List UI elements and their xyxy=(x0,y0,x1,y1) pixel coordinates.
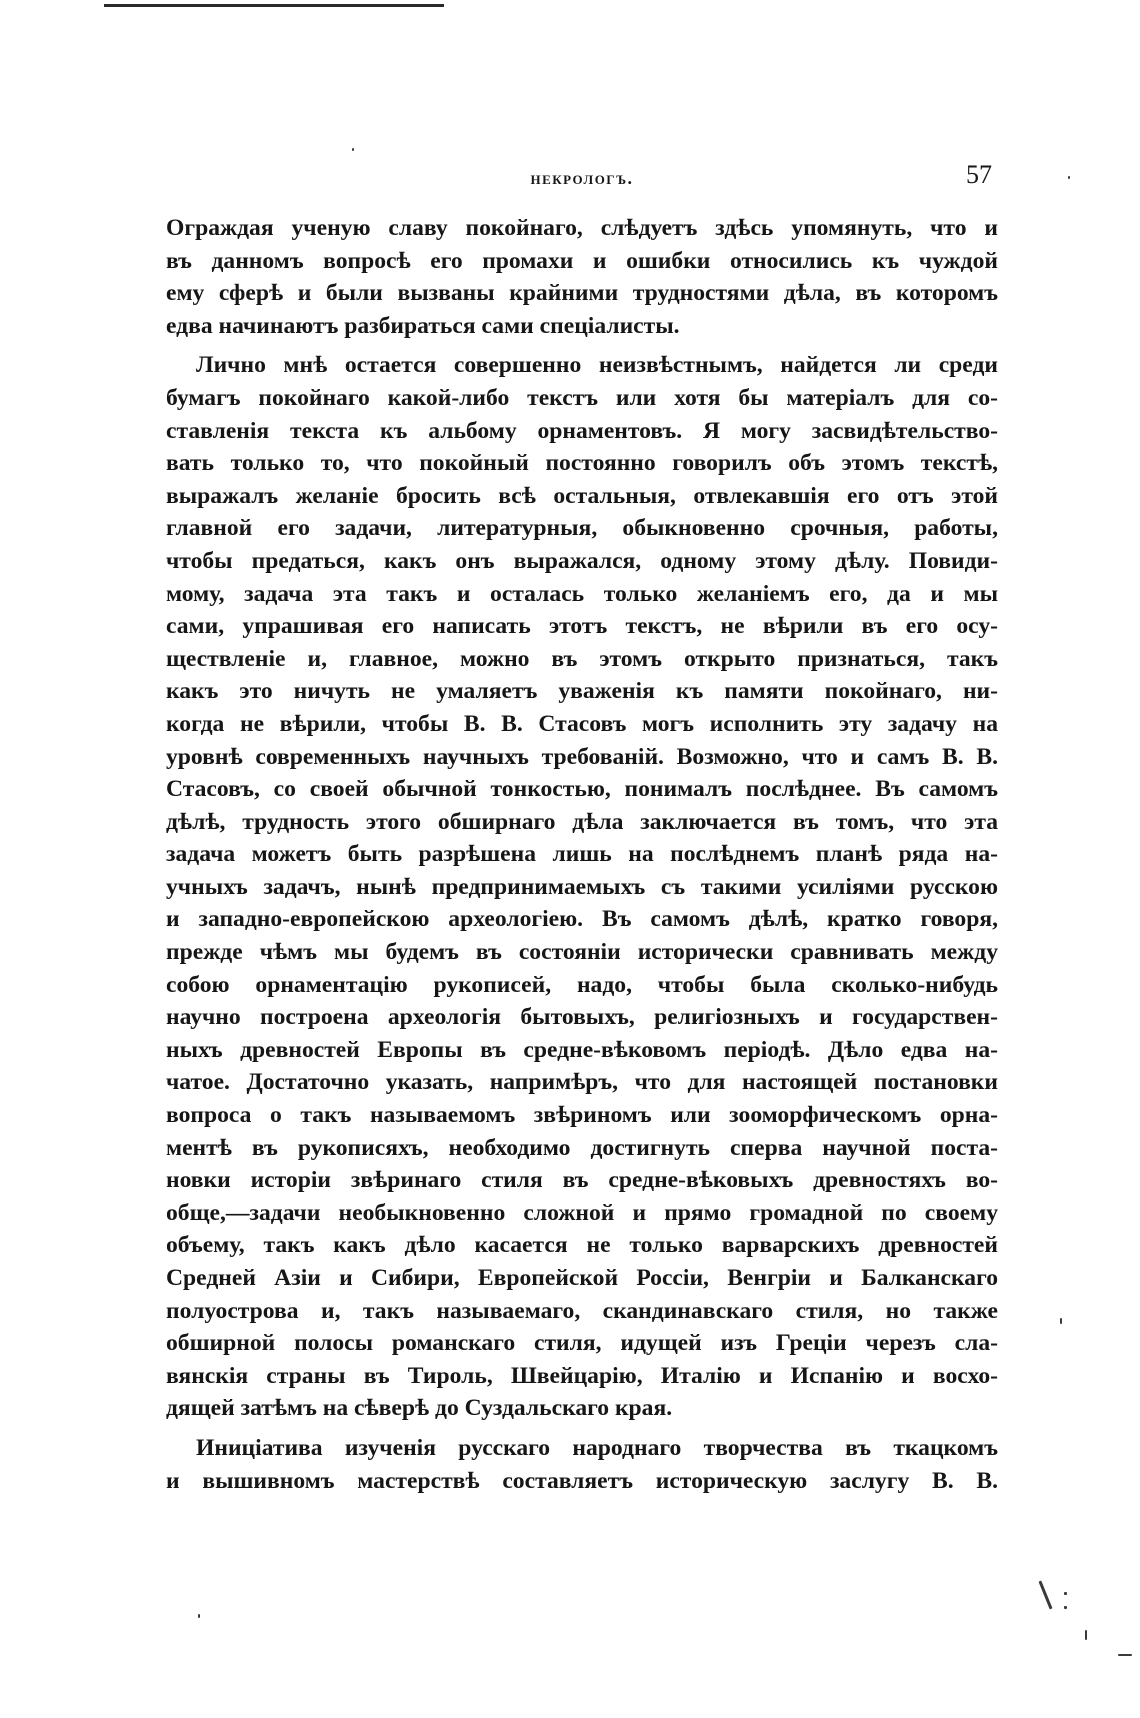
text-line: и западно-европейскою археологіею. Въ самомъ дѣлѣ, кратко говоря, xyxy=(166,906,998,933)
text-line: Лично мнѣ остается совершенно неизвѣстнымъ, найдется ли среди xyxy=(196,352,998,379)
text-line: прежде чѣмъ мы будемъ въ состояніи исторически сравнивать между xyxy=(166,939,998,966)
scan-speck xyxy=(1038,1581,1052,1610)
text-line: дѣлѣ, трудность этого обширнаго дѣла заключается въ томъ, что эта xyxy=(166,808,998,835)
text-line: учныхъ задачъ, нынѣ предпринимаемыхъ съ такими усиліями русскою xyxy=(166,873,998,900)
scan-speck xyxy=(1060,1318,1062,1324)
scan-speck xyxy=(1064,1592,1067,1595)
text-line: объему, такъ какъ дѣло касается не только варварскихъ древностей xyxy=(166,1232,998,1259)
text-line: ему сферѣ и были вызваны крайними трудностями дѣла, въ которомъ xyxy=(166,280,998,307)
text-line: Средней Азіи и Сибири, Европейской Россіи, Венгріи и Балканскаго xyxy=(166,1265,998,1291)
text-line: чтобы предаться, какъ онъ выражался, одному этому дѣлу. Повиди- xyxy=(166,547,998,574)
text-line: Ограждая ученую славу покойнаго, слѣдуетъ здѣсь упомянуть, что и xyxy=(166,215,998,241)
top-rule xyxy=(104,4,444,7)
text-line: какъ это ничуть не умаляетъ уваженія къ памяти покойнаго, ни- xyxy=(166,678,998,705)
page-number: 57 xyxy=(966,160,992,189)
text-line: научно построена археологія бытовыхъ, религіозныхъ и государствен- xyxy=(166,1004,998,1031)
text-line: сами, упрашивая его написать этотъ текстъ, не вѣрили въ его осу- xyxy=(166,613,998,640)
scan-speck xyxy=(1085,1630,1087,1640)
text-line: мому, задача эта такъ и осталась только желаніемъ его, да и мы xyxy=(166,580,998,607)
text-line: задача можетъ быть разрѣшена лишь на послѣднемъ планѣ ряда на- xyxy=(166,841,998,868)
text-line: и вышивномъ мастерствѣ составляетъ историческую заслугу В. В. xyxy=(166,1467,998,1494)
text-line: ставленія текста къ альбому орнаментовъ. Я могу засвидѣтельство- xyxy=(166,417,998,444)
text-line: чатое. Достаточно указать, напримѣръ, что для настоящей постановки xyxy=(166,1069,998,1096)
page-body xyxy=(166,212,998,1504)
text-line: ментѣ въ рукописяхъ, необходимо достигнуть сперва научной поста- xyxy=(166,1134,998,1161)
paragraph-2 xyxy=(166,349,998,1425)
text-line: Стасовъ, со своей обычной тонкостью, понималъ послѣднее. Въ самомъ xyxy=(166,776,998,803)
text-line: дящей затѣмъ на сѣверѣ до Суздальскаго края. xyxy=(166,1395,673,1422)
text-line: выражалъ желаніе бросить всѣ остальныя, отвлекавшія его отъ этой xyxy=(166,482,998,509)
text-line: вянскія страны въ Тироль, Швейцарію, Италію и Испанію и восхо- xyxy=(166,1362,998,1389)
text-line: обширной полосы романскаго стиля, идущей изъ Греціи черезъ сла- xyxy=(166,1330,998,1357)
text-line: уровнѣ современныхъ научныхъ требованій. Возможно, что и самъ В. В. xyxy=(166,743,998,770)
text-line: едва начинаютъ разбираться сами спеціалисты. xyxy=(166,312,680,339)
text-line: когда не вѣрили, чтобы В. В. Стасовъ могъ исполнить эту задачу на xyxy=(166,710,998,737)
paragraph-3 xyxy=(166,1432,998,1497)
text-line: ществленіе и, главное, можно въ этомъ открыто признаться, такъ xyxy=(166,645,998,672)
paragraph-1 xyxy=(166,212,998,342)
scan-speck xyxy=(352,148,354,151)
text-line: обще,—задачи необыкновенно сложной и прямо громадной по своему xyxy=(166,1199,998,1226)
scan-speck xyxy=(1064,1606,1067,1609)
text-line: Иниціатива изученія русскаго народнаго творчества въ ткацкомъ xyxy=(196,1434,998,1461)
scan-speck xyxy=(198,1614,200,1618)
text-line: бумагъ покойнаго какой-либо текстъ или хотя бы матеріалъ для со- xyxy=(166,384,998,411)
text-line: новки исторіи звѣринаго стиля въ средне-вѣковыхъ древностяхъ во- xyxy=(166,1167,998,1194)
text-line: вопроса о такъ называемомъ звѣриномъ или зооморфическомъ орна- xyxy=(166,1102,998,1129)
text-line: ныхъ древностей Европы въ средне-вѣковомъ періодѣ. Дѣло едва на- xyxy=(166,1036,998,1063)
text-line: въ данномъ вопросѣ его промахи и ошибки относились къ чуждой xyxy=(166,247,998,274)
running-header xyxy=(166,160,998,200)
text-line: полуострова и, такъ называемаго, скандинавскаго стиля, но также xyxy=(166,1297,998,1324)
text-line: вать только то, что покойный постоянно говорилъ объ этомъ текстѣ, xyxy=(166,450,998,477)
text-line: главной его задачи, литературныя, обыкновенно срочныя, работы, xyxy=(166,515,998,542)
scan-speck xyxy=(1118,1654,1132,1656)
running-title: некрологъ. xyxy=(530,168,634,188)
text-line: собою орнаментацію рукописей, надо, чтобы была сколько-нибудь xyxy=(166,971,998,998)
scan-speck xyxy=(1068,176,1070,179)
